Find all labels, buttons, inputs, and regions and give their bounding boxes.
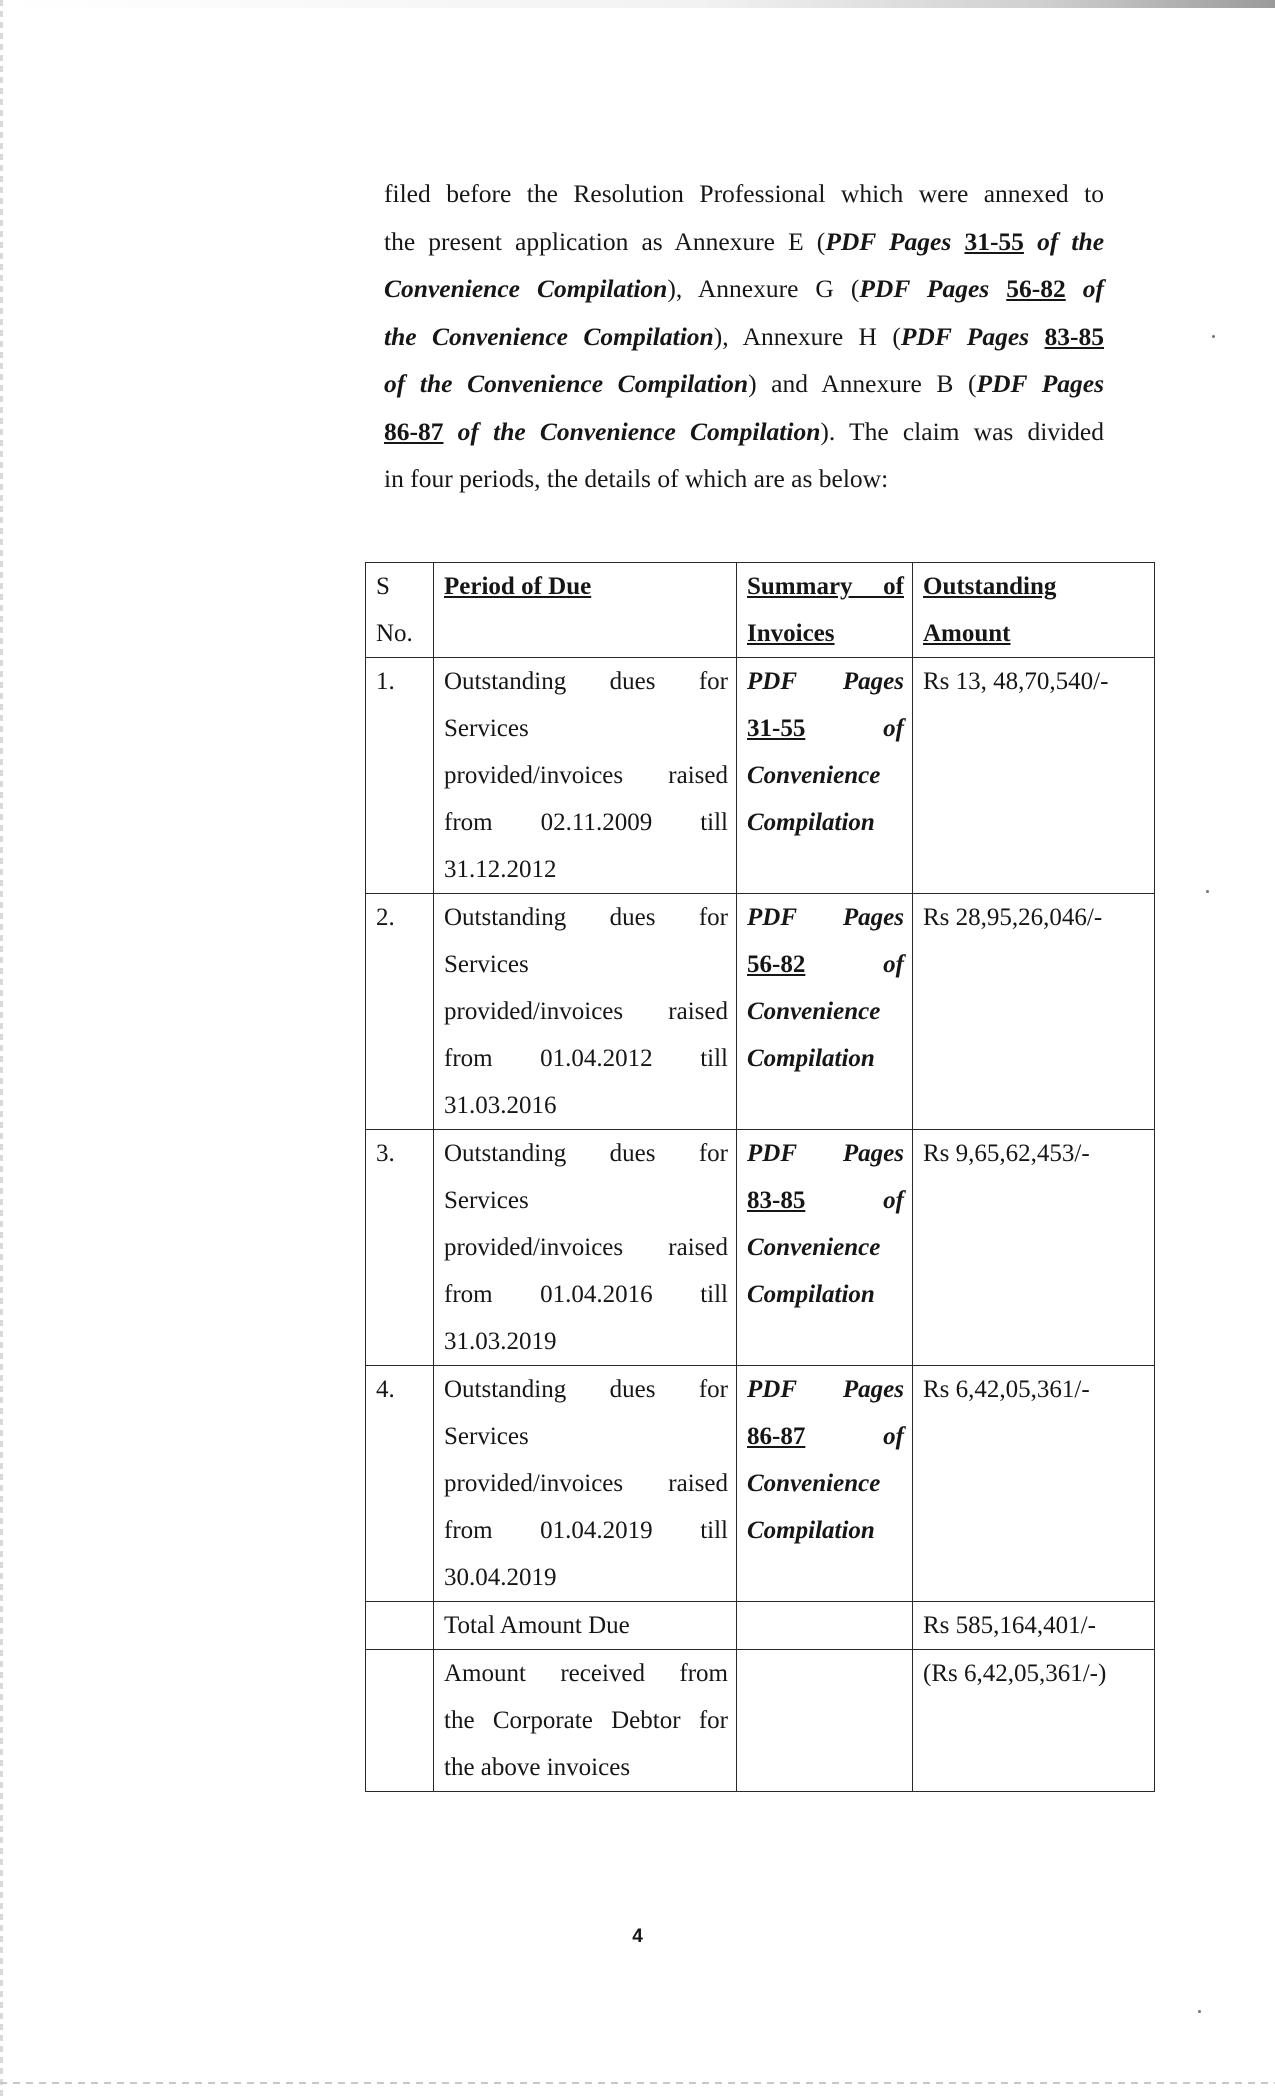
total-label: Total Amount Due: [434, 1602, 737, 1650]
paragraph-line: [384, 170, 1104, 218]
paragraph-segment: filed before the Resolution Professional which were annexed to: [384, 179, 1104, 208]
paragraph-line: [384, 360, 1104, 408]
received-label: Amount received from the Corporate Debtor for the above invoices: [434, 1650, 737, 1792]
summary-line: [747, 1413, 904, 1460]
paragraph-line: [384, 265, 1104, 313]
row-amount: [913, 658, 1155, 894]
summary-word: PDF: [747, 668, 797, 695]
summary-word: of: [883, 715, 904, 742]
period-line: Outstanding dues for: [444, 1376, 728, 1403]
paragraph-segment: of the Convenience Compilation: [384, 369, 749, 398]
period-line: provided/invoices raised: [444, 1470, 728, 1497]
summary-line: [747, 1177, 904, 1224]
header-sno: S No.: [366, 563, 434, 658]
paragraph-segment: in four periods, the details of which are as below:: [384, 464, 889, 493]
summary-line: Compilation: [747, 1517, 875, 1544]
summary-word: Pages: [842, 904, 904, 931]
period-line: Services: [444, 1423, 529, 1450]
amount-value: Rs 9,65,62,453/-: [923, 1140, 1090, 1167]
table-header-row: [366, 563, 1155, 658]
paragraph-segment: of the Convenience Compilation: [443, 416, 821, 446]
paragraph-segment: ) and Annexure B (: [748, 369, 977, 398]
paragraph-segment: 86-87: [384, 416, 444, 446]
summary-line: [747, 1366, 904, 1413]
paragraph-segment: PDF Pages: [825, 226, 965, 256]
period-line: provided/invoices raised: [444, 762, 728, 789]
row-amount: [913, 1366, 1155, 1602]
row-sno: 2.: [366, 894, 434, 1130]
summary-word: Pages: [842, 1140, 904, 1167]
summary-line: [747, 941, 904, 988]
summary-page-ref: 56-82: [747, 951, 806, 978]
page-number: 4: [632, 1926, 643, 1947]
period-line: Services: [444, 951, 529, 978]
row-sno: 3.: [366, 1130, 434, 1366]
period-line: Outstanding dues for: [444, 668, 728, 695]
paragraph-segment: PDF Pages: [900, 321, 1045, 351]
summary-line: [747, 894, 904, 941]
amount-value: Rs 6,42,05,361/-: [923, 1376, 1090, 1403]
paragraph-segment: the present application as Annexure E (: [384, 226, 826, 256]
table-row: [366, 894, 1155, 1130]
period-line: 31.03.2016: [444, 1092, 557, 1119]
summary-line: Convenience: [747, 762, 881, 789]
summary-line: [747, 1130, 904, 1177]
body-paragraph: [384, 170, 1104, 503]
table-row: [366, 658, 1155, 894]
paragraph-segment: ), Annexure G (: [667, 274, 860, 303]
row-period: [434, 894, 737, 1130]
header-period: Period of Due: [434, 563, 737, 658]
paragraph-line: [384, 408, 1104, 456]
period-line: 30.04.2019: [444, 1564, 557, 1591]
summary-page-ref: 31-55: [747, 715, 806, 742]
summary-word: of: [883, 1423, 904, 1450]
row-sno: 4.: [366, 1366, 434, 1602]
total-sno-cell: [366, 1602, 434, 1650]
paragraph-segment: Convenience Compilation: [384, 274, 668, 303]
period-line: provided/invoices raised: [444, 1234, 728, 1261]
scan-edge-left: [0, 0, 3, 2100]
summary-line: Convenience: [747, 1470, 881, 1497]
period-line: from 01.04.2016 till: [444, 1281, 728, 1308]
row-sno: 1.: [366, 658, 434, 894]
paragraph-segment: of: [1065, 274, 1105, 303]
paragraph-segment: PDF Pages: [976, 369, 1105, 398]
paragraph-segment: the Convenience Compilation: [384, 321, 714, 351]
paragraph-segment: 56-82: [1006, 274, 1066, 303]
summary-line: [747, 658, 904, 705]
scan-edge-bottom: [0, 2082, 1275, 2084]
summary-word: of: [883, 1187, 904, 1214]
period-line: 31.03.2019: [444, 1328, 557, 1355]
received-row: [366, 1650, 1155, 1792]
summary-line: Compilation: [747, 809, 875, 836]
period-line: from 01.04.2012 till: [444, 1045, 728, 1072]
scan-speck: [1198, 2010, 1201, 2013]
summary-line: Compilation: [747, 1045, 875, 1072]
row-period: [434, 658, 737, 894]
total-amount: Rs 585,164,401/-: [913, 1602, 1155, 1650]
row-summary: [737, 658, 913, 894]
total-summary-cell: [737, 1602, 913, 1650]
summary-page-ref: 86-87: [747, 1423, 806, 1450]
row-summary: [737, 894, 913, 1130]
period-line: provided/invoices raised: [444, 998, 728, 1025]
summary-line: Compilation: [747, 1281, 875, 1308]
paragraph-segment: ), Annexure H (: [713, 321, 901, 351]
received-amount: (Rs 6,42,05,361/-): [913, 1650, 1155, 1792]
row-summary: [737, 1130, 913, 1366]
paragraph-segment: PDF Pages: [859, 274, 1007, 303]
summary-word: PDF: [747, 904, 797, 931]
period-line: Services: [444, 715, 529, 742]
period-line: Outstanding dues for: [444, 904, 728, 931]
scan-speck: [1212, 335, 1215, 338]
paragraph-line: [384, 455, 1104, 503]
paragraph-segment: 83-85: [1044, 321, 1104, 351]
period-line: from 01.04.2019 till: [444, 1517, 728, 1544]
total-row: [366, 1602, 1155, 1650]
row-amount: [913, 1130, 1155, 1366]
summary-word: of: [883, 951, 904, 978]
paragraph-segment: ). The claim was divided: [820, 416, 1104, 446]
claims-table: [365, 562, 1155, 1792]
paragraph-line: [384, 313, 1104, 361]
summary-line: Convenience: [747, 998, 881, 1025]
table-row: [366, 1130, 1155, 1366]
row-summary: [737, 1366, 913, 1602]
header-summary: Summary of Invoices: [737, 563, 913, 658]
paragraph-segment: of the: [1023, 226, 1105, 256]
table-row: [366, 1366, 1155, 1602]
summary-word: Pages: [842, 1376, 904, 1403]
summary-line: Convenience: [747, 1234, 881, 1261]
period-line: 31.12.2012: [444, 856, 557, 883]
amount-value: Rs 13, 48,70,540/-: [923, 668, 1109, 695]
summary-word: PDF: [747, 1376, 797, 1403]
period-line: Services: [444, 1187, 529, 1214]
row-period: [434, 1130, 737, 1366]
scan-speck: [1206, 890, 1209, 893]
received-sno-cell: [366, 1650, 434, 1792]
summary-page-ref: 83-85: [747, 1187, 806, 1214]
summary-word: PDF: [747, 1140, 797, 1167]
paragraph-segment: 31-55: [964, 226, 1024, 256]
received-summary-cell: [737, 1650, 913, 1792]
summary-word: Pages: [842, 668, 904, 695]
period-line: from 02.11.2009 till: [444, 809, 728, 836]
amount-value: Rs 28,95,26,046/-: [923, 904, 1103, 931]
scan-edge-top: [0, 0, 1275, 8]
summary-line: [747, 705, 904, 752]
period-line: Outstanding dues for: [444, 1140, 728, 1167]
header-amount: Outstanding Amount: [913, 563, 1155, 658]
row-period: [434, 1366, 737, 1602]
paragraph-line: [384, 218, 1104, 266]
row-amount: [913, 894, 1155, 1130]
